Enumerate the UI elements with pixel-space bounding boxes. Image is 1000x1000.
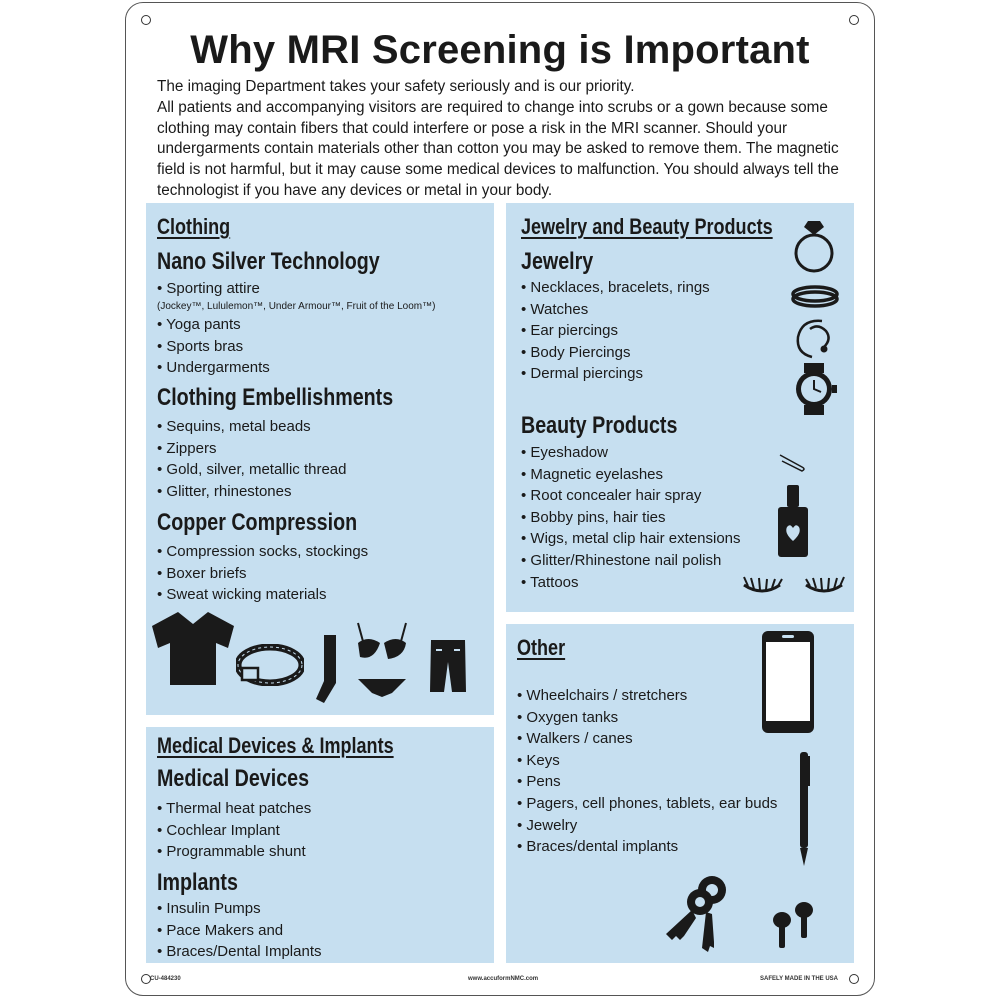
- list-item: • Undergarments: [157, 357, 270, 379]
- list-item: • Programmable shunt: [157, 841, 311, 863]
- embellishments-list: [157, 416, 347, 502]
- list-item: • Sporting attire: [157, 278, 260, 300]
- list-item: • Root concealer hair spray: [521, 485, 741, 507]
- bracelet-icon: [790, 282, 840, 310]
- list-item: • Wigs, metal clip hair extensions: [521, 528, 741, 550]
- copper-compression-heading: Copper Compression: [157, 509, 358, 536]
- earbuds-icon: [770, 900, 818, 950]
- list-item: • Glitter/Rhinestone nail polish: [521, 550, 741, 572]
- implants-list: [157, 898, 322, 963]
- list-item: • Thermal heat patches: [157, 798, 311, 820]
- brand-note: (Jockey™, Lululemon™, Under Armour™, Fruit of the Loom™): [157, 301, 436, 312]
- list-item: • Braces/Dental Implants: [157, 941, 322, 963]
- list-item: • Gold, silver, metallic thread: [157, 459, 347, 481]
- list-item: • Insulin Pumps: [157, 898, 322, 920]
- website: www.accuformNMC.com: [468, 976, 539, 982]
- list-item: • Bobby pins, hair ties: [521, 507, 741, 529]
- other-panel: [506, 624, 854, 963]
- list-item: • Body Piercings: [521, 342, 710, 364]
- list-item: • Dermal piercings: [521, 363, 710, 385]
- other-list: [517, 685, 777, 858]
- ring-icon: [792, 219, 836, 275]
- intro-line-1: The imaging Department takes your safety seriously and is our priority.: [157, 78, 635, 95]
- medical-devices-heading: Medical Devices: [157, 765, 310, 792]
- shorts-icon: [428, 638, 468, 694]
- page-title: Why MRI Screening is Important: [190, 28, 810, 72]
- list-item: • Sports bras: [157, 336, 270, 358]
- list-item: • Jewelry: [517, 815, 777, 837]
- nail-polish-icon: [776, 485, 810, 557]
- bikini-icon: [354, 621, 410, 701]
- list-item: • Cochlear Implant: [157, 820, 311, 842]
- list-item: • Sweat wicking materials: [157, 584, 368, 606]
- list-item: • Boxer briefs: [157, 563, 368, 585]
- list-item: • Magnetic eyelashes: [521, 464, 741, 486]
- jewelry-heading: Jewelry: [521, 248, 594, 275]
- list-item: • Necklaces, bracelets, rings: [521, 277, 710, 299]
- intro-text: [157, 77, 857, 202]
- bobby-pin-icon: [778, 451, 808, 473]
- list-item: • Watches: [521, 299, 710, 321]
- list-item: • Ear piercings: [521, 320, 710, 342]
- list-item: • Oxygen tanks: [517, 707, 777, 729]
- list-item: • Pens: [517, 771, 777, 793]
- jewelry-panel: [506, 203, 854, 612]
- mounting-hole: [849, 974, 859, 984]
- nano-silver-list: [157, 314, 270, 379]
- nano-silver-heading: Nano Silver Technology: [157, 248, 380, 275]
- list-item: • Zippers: [157, 438, 347, 460]
- mounting-hole: [849, 15, 859, 25]
- sock-icon: [314, 633, 340, 707]
- jewelry-list: [521, 277, 710, 385]
- clothing-heading: Clothing: [157, 214, 231, 239]
- belt-icon: [236, 644, 304, 686]
- beauty-products-heading: Beauty Products: [521, 412, 678, 439]
- list-item: • Eyeshadow: [521, 442, 741, 464]
- clothing-panel: [146, 203, 494, 715]
- list-item: • Keys: [517, 750, 777, 772]
- list-item: • Compression socks, stockings: [157, 541, 368, 563]
- keys-icon: [662, 872, 732, 958]
- product-code: CU-484230: [150, 976, 181, 982]
- list-item: • Glitter, rhinestones: [157, 481, 347, 503]
- list-item: • Braces/dental implants: [517, 836, 777, 858]
- list-item: • Walkers / canes: [517, 728, 777, 750]
- other-heading: Other: [517, 635, 566, 660]
- intro-paragraph: All patients and accompanying visitors are required to change into scrubs or a gown because some clothing may contain fibers that could interfere or pose a risk in the MRI scanner. Should your undergarments contain materials other than cotton you may be asked to remove them. The magnetic field is not harmful, but it may cause some medical devices to malfunction. You should always tell the technologist if you have any devices or metal in your body.: [157, 98, 839, 199]
- watch-icon: [794, 363, 838, 415]
- list-item: • Pace Makers and: [157, 920, 322, 942]
- eyelashes-icon: [740, 573, 848, 599]
- list-item: • Pagers, cell phones, tablets, ear buds: [517, 793, 777, 815]
- medical-panel: [146, 727, 494, 963]
- mounting-hole: [141, 15, 151, 25]
- medical-devices-list: [157, 798, 311, 863]
- t-shirt-icon: [150, 610, 236, 686]
- phone-icon: [760, 629, 816, 735]
- embellishments-heading: Clothing Embellishments: [157, 384, 394, 411]
- nano-silver-list-first: [157, 278, 260, 300]
- ear-cuff-icon: [792, 315, 838, 361]
- list-item: • Yoga pants: [157, 314, 270, 336]
- list-item: • Wheelchairs / stretchers: [517, 685, 777, 707]
- list-item: • Tattoos: [521, 572, 741, 594]
- pen-icon: [796, 752, 812, 868]
- list-item: • Sequins, metal beads: [157, 416, 347, 438]
- jewelry-beauty-heading: Jewelry and Beauty Products: [521, 214, 773, 239]
- made-in-usa: SAFELY MADE IN THE USA: [760, 976, 839, 982]
- medical-heading: Medical Devices & Implants: [157, 733, 394, 758]
- copper-compression-list: [157, 541, 368, 606]
- beauty-products-list: [521, 442, 741, 593]
- implants-heading: Implants: [157, 869, 238, 896]
